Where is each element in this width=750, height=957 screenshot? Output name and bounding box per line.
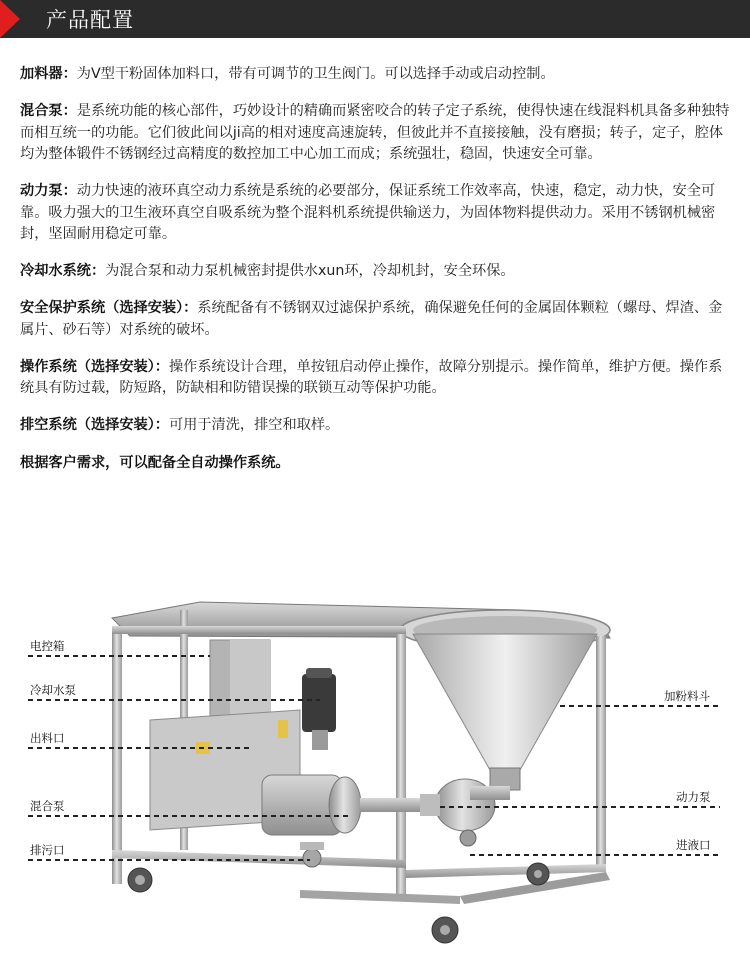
frame-rail-skid-front — [300, 890, 460, 904]
text-power-pump: 动力快速的液环真空动力系统是系统的必要部分，保证系统工作效率高，快速，稳定，动力快，安全可靠。吸力强大的卫生液环真空自吸系统为整个混料机系统提供输送力，为固体物料提供动力。采用不锈钢机械密封，坚固耐用稳定可靠。 — [20, 183, 716, 242]
text-operation: 操作系统设计合理，单按钮启动停止操作，故障分别提示。操作简单，维护方便。操作系统具有防过载，防短路，防缺相和防错误操的联锁互动等保护功能。 — [20, 358, 723, 396]
hopper-cone — [413, 634, 597, 770]
section-header — [0, 0, 750, 38]
final-note: 根据客户需求，可以配备全自动操作系统。 — [20, 455, 290, 471]
term-feeder: 加料器： — [20, 66, 77, 82]
paragraph-drain — [20, 415, 732, 437]
drain-pipe — [300, 842, 324, 850]
frame-leg-right — [596, 636, 606, 872]
term-safety: 安全保护系统（选择安装）： — [20, 300, 198, 316]
label-power-pump: 动力泵 — [676, 790, 711, 804]
inlet-valve — [460, 830, 476, 846]
cooling-pump-motor — [302, 674, 336, 732]
label-outlet: 出料口 — [30, 731, 65, 745]
wheel-right-hub — [534, 870, 542, 878]
inlet-pipe — [470, 786, 510, 800]
label-drain: 排污口 — [30, 843, 65, 857]
drain-valve — [303, 849, 321, 867]
section-title: 产品配置 — [46, 8, 134, 32]
cooling-pump-cap — [306, 668, 332, 678]
term-operation: 操作系统（选择安装）： — [20, 358, 169, 375]
mixing-pump-flange — [329, 777, 361, 833]
label-cooling-pump: 冷却水泵 — [30, 683, 76, 697]
machine-diagram — [0, 570, 750, 953]
cooling-pump-body — [312, 730, 328, 750]
frame-leg-front-mid — [396, 632, 406, 894]
term-cooling: 冷却水系统： — [20, 263, 106, 279]
paragraph-mixing-pump — [20, 101, 732, 166]
label-control-box: 电控箱 — [30, 639, 65, 653]
frame-rail-top — [112, 626, 406, 634]
label-mixing-pump: 混合泵 — [30, 799, 65, 813]
term-mixing-pump: 混合泵： — [20, 103, 77, 119]
label-hopper: 加粉料斗 — [664, 689, 710, 703]
header-accent-triangle — [0, 0, 20, 38]
label-inlet: 进液口 — [676, 838, 711, 852]
text-drain: 可用于清洗，排空和取样。 — [168, 417, 340, 433]
paragraph-cooling — [20, 261, 732, 283]
warning-label-2 — [278, 720, 288, 738]
text-safety: 系统配备有不锈钢双过滤保护系统，确保避免任何的金属固体颗粒（螺母、焊渣、金属片、砂石等）对系统的破坏。 — [20, 300, 723, 338]
frame-rail-bottom-right — [406, 864, 606, 878]
power-pump-coupling — [420, 794, 440, 816]
wheel-front-hub — [440, 925, 450, 935]
config-description — [20, 64, 732, 472]
paragraph-safety — [20, 298, 732, 341]
paragraph-operation — [20, 357, 732, 400]
paragraph-feeder — [20, 64, 732, 86]
text-feeder: 为V型干粉固体加料口，带有可调节的卫生阀门。可以选择手动或启动控制。 — [76, 66, 555, 82]
term-power-pump: 动力泵： — [20, 183, 77, 199]
text-mixing-pump: 是系统功能的核心部件，巧妙设计的精确而紧密咬合的转子定子系统，使得快速在线混料机具备多种独特而相互统一的功能。它们彼此间以ji高的相对速度高速旋转，但彼此并不直接接触，没有磨损；转子，定子，腔体均为整体锻件不锈钢经过高精度的数控加工中心加工而成；系统强壮，稳固，快速安全可靠。 — [20, 103, 730, 162]
frame-leg-front-left — [112, 626, 122, 884]
paragraph-power-pump — [20, 181, 732, 246]
term-drain: 排空系统（选择安装）： — [20, 417, 169, 433]
machine-illustration — [0, 570, 750, 953]
text-cooling: 为混合泵和动力泵机械密封提供水xun环，冷却机封，安全环保。 — [105, 263, 515, 279]
wheel-left-hub — [135, 875, 145, 885]
outlet-pipe — [360, 798, 420, 812]
